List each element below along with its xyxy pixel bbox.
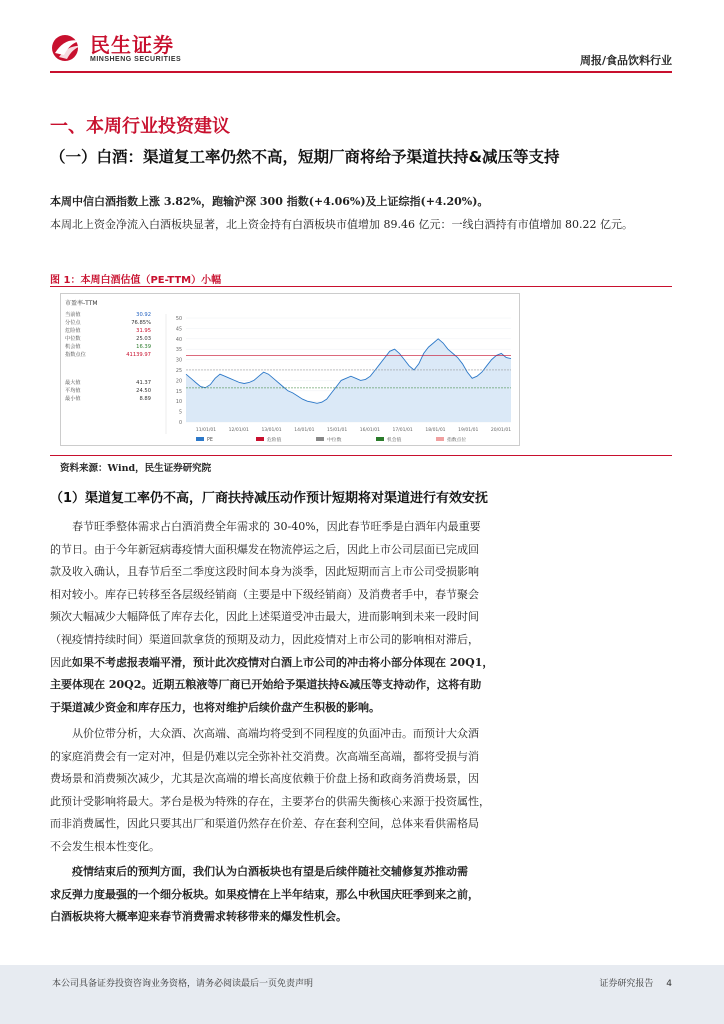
stat-value: 16.39 (136, 344, 151, 350)
x-tick-label: 20/01/01 (490, 428, 512, 433)
subsection-3-heading: （1）渠道复工率仍不高，厂商扶持减压动作预计短期将对渠道进行有效安抚 (50, 491, 489, 506)
logo-text-cn: 民生证券 (90, 32, 174, 57)
y-tick-label: 50 (175, 317, 182, 322)
stat-value: 8.89 (139, 396, 151, 402)
footer-bar (0, 965, 724, 1024)
legend-swatch (196, 437, 204, 441)
stats-panel (65, 310, 151, 402)
legend-label: 指数点位 (447, 438, 467, 443)
y-tick-label: 15 (175, 389, 182, 395)
report-type-label: 周报/食品饮料行业 (579, 54, 672, 67)
legend-label: 危险值 (267, 438, 282, 443)
stat-value: 31.95 (136, 328, 151, 334)
chart-legend (196, 436, 466, 443)
legend-label: 机会值 (387, 438, 402, 443)
subsection-heading: （一）白酒：渠道复工率仍然不高，短期厂商将给予渠道扶持&减压等支持 (50, 148, 560, 166)
legend-swatch (376, 437, 384, 441)
stat-label: 最小值 (65, 396, 81, 402)
figure-bottom-rule (50, 455, 672, 456)
p3-line-2: 求反弹力度最强的一个细分板块。如果疫情在上半年结束，那么中秋国庆旺季到来之前， (50, 887, 479, 901)
paragraph-3 (50, 861, 672, 929)
stat-label: 平均值 (65, 388, 81, 394)
pe-chart-svg (61, 294, 519, 445)
company-logo (50, 33, 181, 63)
p1-line-8: 主要体现在 20Q2。近期五粮液等厂商已开始给予渠道扶持&减压等支持动作，这将有助 (50, 678, 482, 692)
stat-label: 机会值 (65, 344, 81, 350)
footer-right (589, 976, 672, 989)
summary-text: 本周北上资金净流入白酒板块显著，北上资金持有白酒板块市值增加 89.46 亿元：一线白酒持有市值增加 80.22 亿元。 (50, 217, 633, 231)
p1-line-7-normal: 因此 (50, 655, 72, 669)
minsheng-logo-icon (50, 33, 84, 63)
chart-series (186, 339, 511, 422)
legend-label: 中位数 (327, 438, 342, 443)
x-tick-label: 18/01/01 (425, 428, 446, 433)
stat-label: 最大值 (65, 380, 81, 386)
y-tick-label: 45 (175, 327, 182, 333)
header-divider (50, 71, 672, 73)
paragraph-2 (50, 723, 672, 859)
figure-source: 资料来源：Wind，民生证券研究院 (60, 463, 212, 474)
p2-line-3: 费场景和消费频次减少，尤其是次高端的增长高度依赖于价盘上扬和政商务消费场景，因 (50, 772, 479, 786)
stat-value: 41.37 (136, 380, 151, 386)
p1-line-6: （视疫情持续时间）渠道回款拿货的预期及动力，因此疫情对上市公司的影响相对滞后， (50, 632, 479, 646)
p1-line-7-bold: 如果不考虑报表端平滑，预计此次疫情对白酒上市公司的冲击将小部分体现在 20Q1， (72, 655, 494, 669)
p2-line-1: 从价位带分析，大众酒、次高端、高端均将受到不同程度的负面冲击。而预计大众酒 (72, 727, 479, 740)
legend-label: PE (207, 438, 213, 443)
y-tick-label: 0 (178, 421, 182, 426)
legend-swatch (316, 437, 324, 441)
stat-label: 分位点 (65, 320, 81, 326)
stat-value: 25.03 (136, 336, 151, 342)
legend-swatch (256, 437, 264, 441)
stat-label: 中位数 (65, 336, 81, 342)
x-tick-label: 13/01/01 (261, 428, 282, 433)
p1-line-5: 频次大幅减少大幅降低了库存去化，因此上述渠道受冲击最大，进而影响到未来一段时间 (50, 610, 479, 624)
chart-title: 市盈率-TTM (65, 300, 98, 307)
x-tick-label: 14/01/01 (294, 428, 315, 433)
x-tick-label: 16/01/01 (359, 428, 380, 433)
y-tick-label: 35 (175, 348, 182, 354)
p1-line-1: 春节旺季整体需求占白酒消费全年需求的 30-40%，因此春节旺季是白酒年内最重要 (72, 520, 481, 533)
summary-paragraph (50, 191, 672, 236)
p2-line-2: 的家庭消费会有一定对冲，但是仍难以完全弥补社交消费。次高端至高端，都将受损与消 (50, 749, 479, 763)
p2-line-4: 此预计受影响将最大。茅台是极为特殊的存在，主要茅台的供需失衡核心来源于投资属性， (50, 794, 490, 808)
stat-value: 30.92 (136, 312, 151, 318)
logo-text-en: MINSHENG SECURITIES (90, 55, 182, 63)
page-number: 4 (666, 979, 672, 989)
p2-line-5: 而非消费属性，因此只要其出厂和渠道仍然存在价差、存在套利空间，总体来看供需格局 (50, 817, 479, 831)
stat-value: 76.85% (131, 320, 151, 326)
p3-line-1: 疫情结束后的预判方面，我们认为白酒板块也有望是后续伴随社交辅修复苏推动需 (72, 865, 468, 878)
p3-line-3: 白酒板块将大概率迎来春节消费需求转移带来的爆发性机会。 (50, 910, 347, 924)
stat-label: 指数点位 (65, 352, 86, 358)
section-heading: 一、本周行业投资建议 (50, 116, 230, 137)
figure-top-rule (50, 286, 672, 287)
p2-line-6: 不会发生根本性变化。 (50, 839, 160, 853)
pe-chart (60, 293, 520, 446)
stat-label: 当前值 (65, 312, 81, 318)
x-tick-label: 11/01/01 (195, 428, 217, 433)
p1-line-3: 款及收入确认，且春节后至二季度这段时间本身为淡季，因此短期而言上市公司受损影响 (50, 565, 479, 579)
p1-line-9: 于渠道减少资金和库存压力，也将对维护后续价盘产生积极的影响。 (50, 700, 380, 714)
legend-swatch (436, 437, 444, 441)
x-tick-label: 12/01/01 (228, 428, 249, 433)
x-tick-label: 19/01/01 (458, 428, 479, 433)
paragraph-1 (50, 516, 672, 719)
footer-disclaimer: 本公司具备证券投资咨询业务资格，请务必阅读最后一页免责声明 (52, 979, 314, 989)
y-tick-label: 20 (175, 379, 182, 385)
x-tick-label: 17/01/01 (392, 428, 413, 433)
stat-value: 24.50 (136, 388, 151, 394)
p1-line-4: 相对较小。库存已转移至各层级经销商（主要是中下级经销商）及消费者手中，春节聚会 (50, 587, 479, 601)
x-tick-label: 15/01/01 (327, 428, 348, 433)
y-tick-label: 25 (175, 369, 182, 374)
y-tick-label: 30 (175, 358, 182, 364)
summary-bold-text: 本周中信白酒指数上涨 3.82%，跑输沪深 300 指数(+4.06%)及上证综指(+4.20%)。 (50, 195, 489, 208)
y-tick-label: 5 (178, 410, 182, 416)
stat-value: 41139.97 (126, 352, 151, 358)
y-tick-label: 40 (175, 337, 182, 343)
y-tick-label: 10 (175, 400, 182, 406)
footer-report-label: 证券研究报告 (599, 979, 654, 989)
stat-label: 危险值 (65, 328, 81, 334)
figure-caption: 图 1：本周白酒估值（PE-TTM）小幅 (50, 275, 222, 286)
p1-line-2: 的节日。由于今年新冠病毒疫情大面积爆发在物流停运之后，因此上市公司层面已完成回 (50, 542, 479, 556)
